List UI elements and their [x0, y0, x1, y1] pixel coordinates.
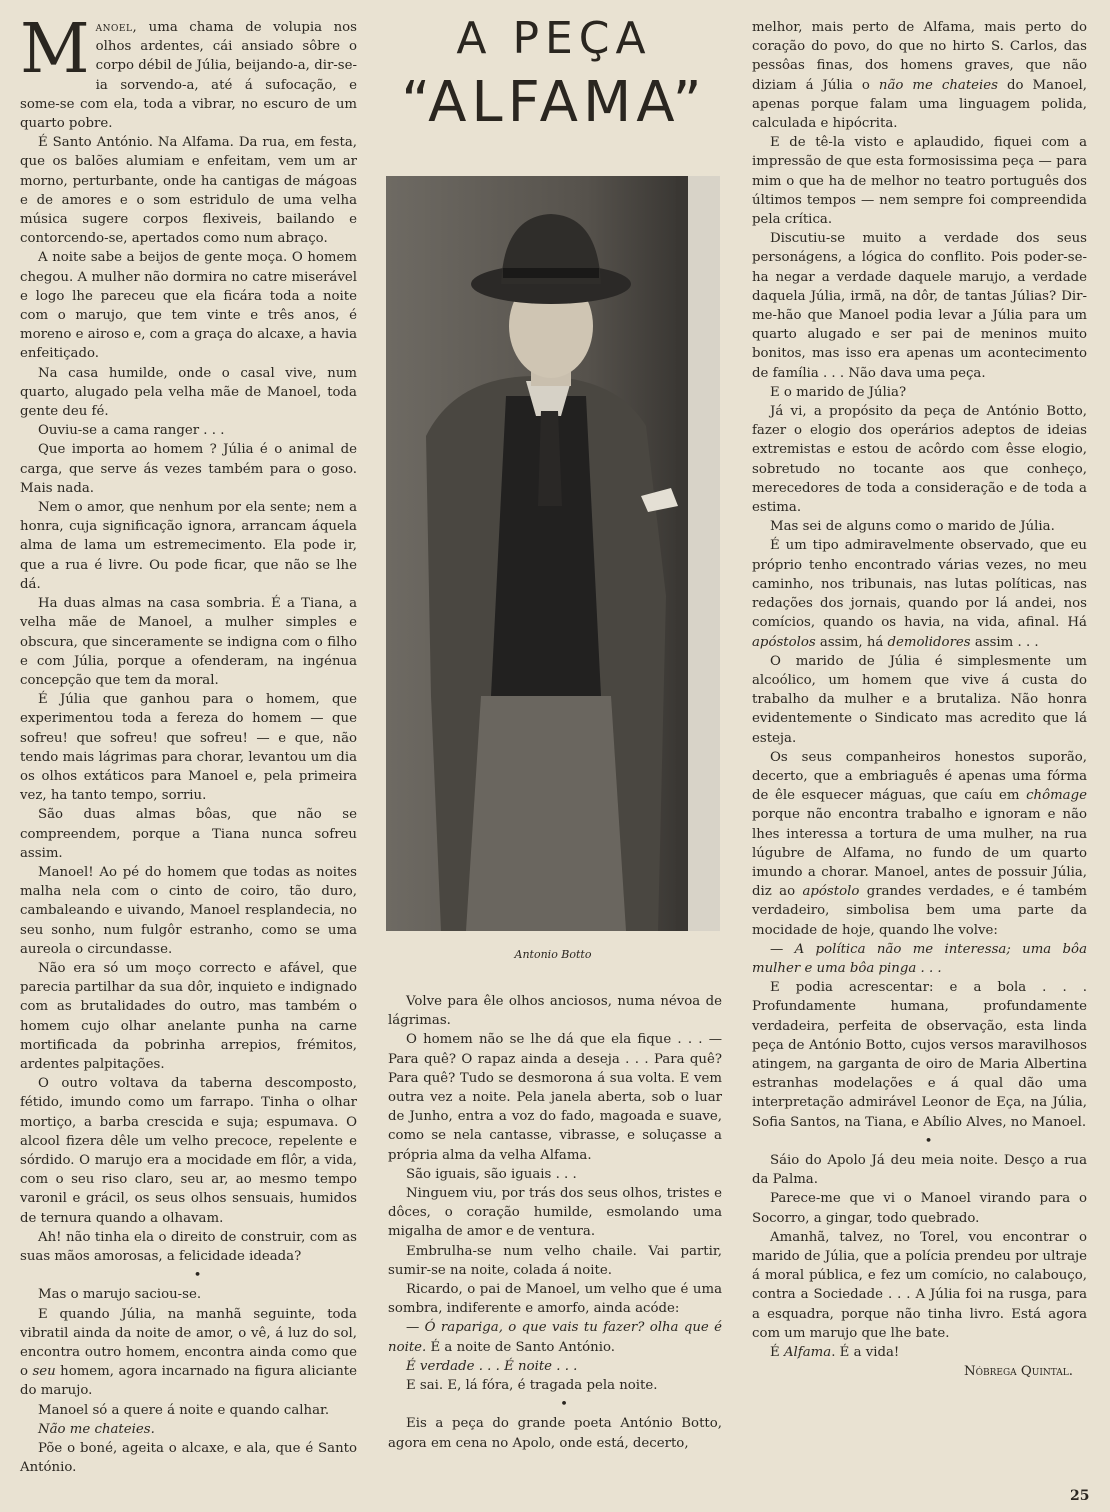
paragraph: Nem o amor, que nenhum por ela sente; nem a honra, cuja significação ignora, arrancam áquela alma de lama um estremecimento. Ela pode ir, que a rua é livre. Ou pode ficar, que não se lhe dá.: [20, 500, 357, 592]
section-separator: •: [560, 1397, 568, 1413]
paragraph: Põe o boné, ageita o alcaxe, e ala, que é Santo António.: [20, 1441, 357, 1476]
right-column: [752, 18, 1087, 1381]
paragraph: Ricardo, o pai de Manoel, um velho que é uma sombra, indiferente e amorfo, ainda acóde:: [388, 1282, 722, 1317]
title-line-1: A PEÇA: [456, 13, 652, 64]
paragraph: Amanhã, talvez, no Torel, vou encontrar o marido de Júlia, que a polícia prendeu por ultraje á moral pública, e fez um comício, no calabouço, contra a Sociedade . . . A Júlia foi na rusga, para a esquadra, porque não tinha livro. Está agora com um marujo que lhe bate.: [752, 1229, 1087, 1341]
opening-paragraph: Manoel, uma chama de volupia nos olhos ardentes, cái ansiado sôbre o corpo débil de Júlia, beijando-a, dir-se-ia sorvendo-a, até á sufocação, e some-se com ela, toda a vibrar, no escuro de um quarto pobre.: [20, 10, 357, 132]
paragraph: Ah! não tinha ela o direito de construir, com as suas mãos amorosas, a felicidade ideada?: [20, 1229, 357, 1264]
paragraph: Na casa humilde, onde o casal vive, num quarto, alugado pela velha mãe de Manoel, toda gente deu fé.: [20, 365, 357, 420]
paragraph: São iguais, são iguais . . .: [406, 1166, 577, 1182]
paragraph: O marido de Júlia é simplesmente um alcoólico, um homem que vive á custa do trabalho da mulher e a brutaliza. Não honra evidentemente o Sindicato mas acredito que lá esteja.: [752, 653, 1087, 746]
paragraph: Que importa ao homem ? Júlia é o animal de carga, que serve ás vezes também para o goso. Mais nada.: [20, 442, 357, 496]
paragraph: Ninguem viu, por trás dos seus olhos, tristes e dôces, o coração humilde, esmolando uma migalha de amor e de ventura.: [388, 1186, 722, 1240]
paragraph: São duas almas bôas, que não se compreendem, porque a Tiana nunca sofreu assim.: [20, 807, 357, 861]
paragraph: Discutiu-se muito a verdade dos seus personágens, a lógica do conflito. Pois poder-se-ha negar a verdade daquele marujo, a verdade daquela Júlia, irmã, na dôr, de tantas Júlias? Dir-me-hão que Manoel podia levar a Júlia para um quarto alugado e ser pai de meninos muito bonitos, mas isso era apenas um acontecimento de família . . . Não dava uma peça.: [752, 231, 1087, 381]
paragraph: É Santo António. Na Alfama. Da rua, em festa, que os balões alumiam e enfeitam, vem um ar morno, perturbante, onde ha cantigas de mágoas e de amores e o som estridulo de uma velha música sugere corpos flexiveis, bailando e contorcendo-se, apertados como num abraço.: [20, 135, 357, 247]
page-number: 25: [1070, 1488, 1090, 1504]
section-separator: •: [193, 1268, 202, 1284]
paragraph: E o marido de Júlia?: [770, 384, 907, 400]
photo-caption: Antonio Botto: [514, 948, 592, 961]
author-signature: Nóbrega Quintal.: [963, 1364, 1073, 1380]
paragraph: Mas sei de alguns como o marido de Júlia.: [770, 519, 1055, 535]
paragraph: melhor, mais perto de Alfama, mais perto do coração do povo, do que no hirto S. Carlos, das pessôas finas, dos homens graves, que não diziam á Júlia o não me chateies do Manoel, apenas porque falam uma linguagem polida, calculada e hipócrita.: [752, 20, 1087, 132]
paragraph: Eis a peça do grande poeta António Botto, agora em cena no Apolo, onde está, decerto,: [388, 1416, 722, 1451]
middle-column: [388, 992, 722, 1453]
paragraph: Manoel só a quere á noite e quando calhar.: [38, 1402, 330, 1418]
paragraph: — Ó rapariga, o que vais tu fazer? olha que é noite. É a noite de Santo António.: [388, 1320, 722, 1355]
paragraph: Não me chateies.: [38, 1421, 155, 1437]
title-line-2: “ALFAMA”: [401, 70, 707, 135]
paragraph: Ha duas almas na casa sombria. É a Tiana, a velha mãe de Manoel, a mulher simples e obscura, que sinceramente se indigna com o filho e com Júlia, porque a ofenderam, na ingénua concepção que tem da moral.: [20, 596, 357, 688]
paragraph: Embrulha-se num velho chaile. Vai partir, sumir-se na noite, colada á noite.: [388, 1243, 722, 1278]
paragraph: Sáio do Apolo Já deu meia noite. Desço a rua da Palma.: [752, 1152, 1087, 1188]
paragraph: Os seus companheiros honestos suporão, decerto, que a embriaguês é apenas uma fórma de êle esquecer máguas, que caíu em chômage porque não encontra trabalho e ignoram e não lhes interessa a tortura de uma mulher, na rua lúgubre de Alfama, no fundo de um quarto imundo a chorar. Manoel, antes de possuir Júlia, diz ao apóstolo grandes verdades, e é também verdadeiro, simbolisa bem uma parte da mocidade de hoje, quando lhe volve:: [752, 749, 1087, 938]
paragraph: E sai. E, lá fóra, é tragada pela noite.: [406, 1378, 658, 1394]
left-column: [20, 10, 357, 1477]
paragraph: Não era só um moço correcto e afável, que parecia partilhar da sua dôr, inquieto e indignado com as brutalidades do outro, mas também o homem cujo olhar anelante punha na carne mortificada da pobrinha arrepios, frémitos, ardentes palpitações.: [20, 960, 357, 1072]
paragraph: É Alfama. É a vida!: [770, 1345, 900, 1361]
paragraph: Mas o marujo saciou-se.: [38, 1287, 202, 1303]
paragraph: O outro voltava da taberna descomposto, fétido, imundo como um farrapo. Tinha o olhar mortiço, a barba crescida e suja; espumava. O alcool fizera dêle um velho precoce, repelente e sórdido. O marujo era a mocidade em flôr, a vida, com o seu riso claro, seu ar, ao mesmo tempo varonil e grácil, os seus olhos sensuais, humidos de ternura quando a olhavam.: [20, 1076, 357, 1226]
portrait-illustration: [386, 176, 720, 931]
portrait-photo: [386, 176, 720, 931]
paragraph: O homem não se lhe dá que ela fique . . . — Para quê? O rapaz ainda a deseja . . . Para quê? Para quê? Tudo se desmorona á sua volta. E vem outra vez a noite. Pela janela aberta, sob o luar de Junho, entra a voz do fado, magoada e suave, como se nela cantasse, vibrasse, e soluçasse a própria alma da velha Alfama.: [388, 1032, 722, 1163]
paragraph: E podia acrescentar: e a bola . . . Profundamente humana, profundamente verdadeira, perfeita de observação, esta linda peça de António Botto, cujos versos maravilhosos atingem, na garganta de oiro de Maria Albertina estranhas modelações e á qual dão uma interpretação admirável Leonor de Eça, na Júlia, Sofia Santos, na Tiana, e Abílio Alves, no Manoel.: [752, 980, 1087, 1130]
paragraph: Ouviu-se a cama ranger . . .: [38, 423, 225, 439]
paragraph: É verdade . . . É noite . . .: [406, 1358, 578, 1374]
paragraph: É Júlia que ganhou para o homem, que experimentou toda a fereza do homem — que sofreu! que sofreu! que sofreu! — e que, não tendo mais lágrimas para chorar, levantou um dia os olhos extáticos para Manoel e, pela primeira vez, ha tanto tempo, sorriu.: [20, 692, 357, 804]
paragraph: E de tê-la visto e aplaudido, fiquei com a impressão de que esta formosissima peça — para mim o que ha de melhor no teatro português dos últimos tempos — nem sempre foi compreendida pela crítica.: [752, 135, 1087, 228]
paragraph: Já vi, a propósito da peça de António Botto, fazer o elogio dos operários adeptos de ideias extremistas e estou de acôrdo com êsse elogio, sobretudo no tocante aos que conheço, merecedores de toda a consideração e de toda a estima.: [752, 404, 1087, 516]
paragraph: E quando Júlia, na manhã seguinte, toda vibratil ainda da noite de amor, o vê, á luz do sol, encontra outro homem, encontra ainda como que o seu homem, agora incarnado na figura aliciante do marujo.: [20, 1306, 357, 1399]
section-separator: •: [924, 1133, 933, 1149]
paragraph: — A política não me interessa; uma bôa mulher e uma bôa pinga . . .: [752, 941, 1087, 976]
paragraph: Volve para êle olhos anciosos, numa névoa de lágrimas.: [388, 994, 722, 1029]
paragraph: Parece-me que vi o Manoel virando para o Socorro, a gingar, todo quebrado.: [752, 1191, 1087, 1226]
drop-cap: M: [20, 10, 90, 89]
paragraph: Manoel! Ao pé do homem que todas as noites malha nela com o cinto de coiro, tão duro, cambaleando e uivando, Manoel resplandecia, no seu sonho, num fulgôr estranho, como se uma aureola o circundasse.: [20, 864, 357, 957]
paragraph: A noite sabe a beijos de gente moça. O homem chegou. A mulher não dormira no catre miserável e logo lhe pareceu que ela ficára toda a noite com o marujo, que tem vinte e três anos, é moreno e airoso e, com a graça do alcaxe, a havia enfeitiçado.: [20, 250, 357, 362]
paragraph: É um tipo admiravelmente observado, que eu próprio tenho encontrado várias vezes, no meu caminho, nos tribunais, nas lutas políticas, nas redações dos jornais, quando por lá andei, nos comícios, quando os havia, na vida, afinal. Há apóstolos assim, há demolidores assim . . .: [752, 538, 1087, 650]
